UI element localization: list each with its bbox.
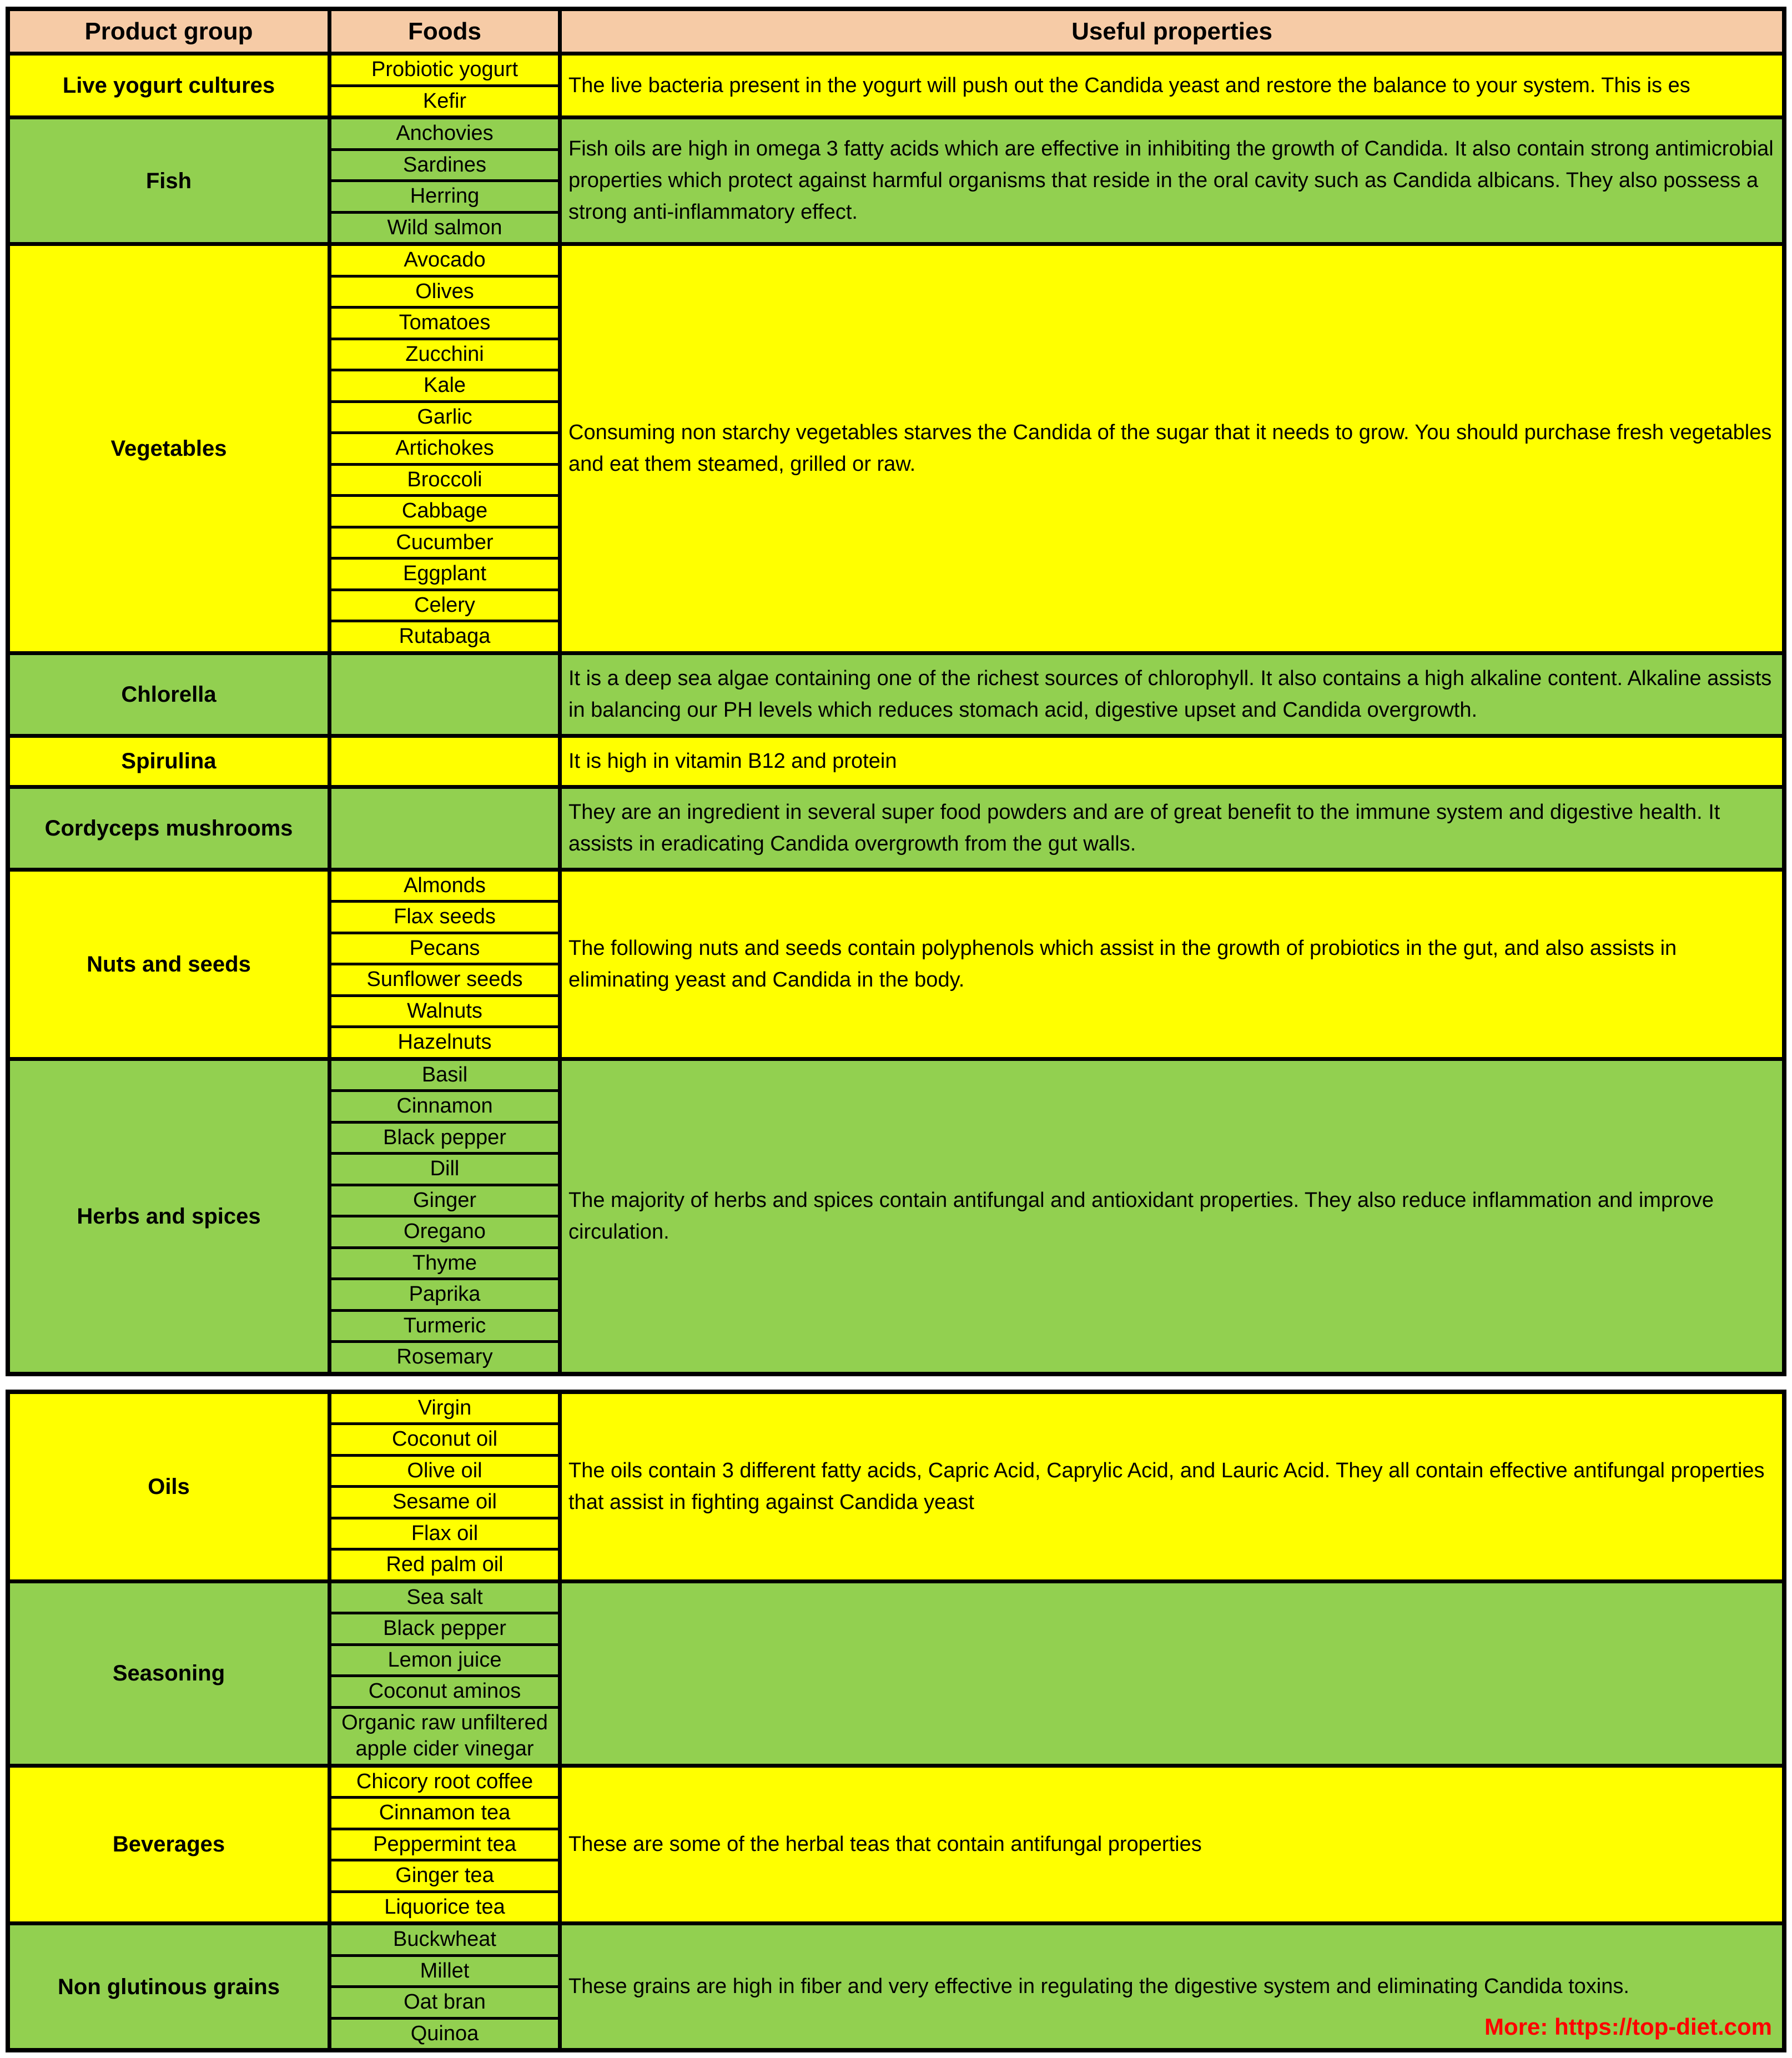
food-item: Zucchini — [331, 338, 558, 369]
product-group-name: Non glutinous grains — [58, 1974, 280, 1999]
food-item: Sea salt — [406, 1585, 483, 1609]
foods-list — [328, 789, 562, 868]
food-item: Rosemary — [331, 1340, 558, 1372]
header-useful-properties: Useful properties — [1071, 17, 1272, 45]
product-group-row — [10, 734, 1782, 785]
food-item: Buckwheat — [393, 1928, 496, 1951]
food-item: Ginger — [331, 1184, 558, 1215]
product-group-name: Spirulina — [121, 749, 217, 773]
food-item: Herring — [331, 179, 558, 211]
food-item: Sesame oil — [331, 1485, 558, 1517]
useful-properties-text: The majority of herbs and spices contain antifungal and antioxidant properties. They also reduce inflammation and improve circulation. — [568, 1188, 1714, 1244]
food-item: Olives — [331, 275, 558, 306]
useful-properties-cell — [562, 1061, 1782, 1372]
useful-properties-cell — [562, 56, 1782, 115]
food-item: Cabbage — [331, 494, 558, 526]
product-group-name: Vegetables — [110, 436, 227, 461]
food-item: Black pepper — [331, 1612, 558, 1643]
product-group-row — [10, 1579, 1782, 1764]
useful-properties-text: These grains are high in fiber and very effective in regulating the digestive system and eliminating Candida toxins. — [568, 1975, 1629, 1998]
food-item: Celery — [331, 588, 558, 620]
foods-list — [328, 1394, 562, 1579]
product-group-name: Herbs and spices — [77, 1204, 261, 1229]
food-item: Flax seeds — [331, 900, 558, 932]
foods-list — [328, 1925, 562, 2048]
food-item: Cucumber — [331, 526, 558, 557]
food-item: Dill — [331, 1152, 558, 1184]
foods-list — [328, 56, 562, 115]
table-body-bottom — [10, 1394, 1782, 2049]
useful-properties-cell — [562, 119, 1782, 242]
food-item: Walnuts — [331, 994, 558, 1026]
useful-properties-cell — [562, 1583, 1782, 1764]
product-group-name: Nuts and seeds — [87, 952, 251, 977]
product-group-name: Fish — [145, 168, 192, 193]
useful-properties-text: The following nuts and seeds contain polyphenols which assist in the growth of probiotics in the gut, and also assists in eliminating yeast and Candida in the body. — [568, 936, 1677, 992]
useful-properties-cell — [562, 1394, 1782, 1579]
product-group-row — [10, 785, 1782, 868]
footer-link[interactable]: More: https://top-diet.com — [1484, 2014, 1772, 2040]
food-item: Thyme — [331, 1246, 558, 1278]
food-item: Basil — [421, 1063, 468, 1086]
food-item: Liquorice tea — [331, 1890, 558, 1922]
food-item: Organic raw unfiltered apple cider vinegar — [331, 1706, 558, 1764]
useful-properties-text: They are an ingredient in several super food powders and are of great benefit to the immune system and digestive health. It assists in eradicating Candida overgrowth from the gut walls. — [568, 800, 1720, 856]
useful-properties-text: These are some of the herbal teas that contain antifungal properties — [568, 1832, 1202, 1856]
product-group-row — [10, 56, 1782, 115]
useful-properties-text: Consuming non starchy vegetables starves the Candida of the sugar that it needs to grow. You should purchase fresh vegetables and eat them steamed, grilled or raw. — [568, 420, 1772, 476]
food-item: Hazelnuts — [331, 1025, 558, 1057]
food-item: Chicory root coffee — [356, 1769, 533, 1793]
food-item: Wild salmon — [331, 211, 558, 243]
table-header-row — [10, 11, 1782, 56]
useful-properties-cell — [562, 1768, 1782, 1922]
food-item: Turmeric — [331, 1309, 558, 1341]
useful-properties-text: The live bacteria present in the yogurt will push out the Candida yeast and restore the balance to your system. This is es — [568, 73, 1690, 97]
foods-list — [328, 738, 562, 785]
useful-properties-text: The oils contain 3 different fatty acids, Capric Acid, Caprylic Acid, and Lauric Acid. They all contain effective antifungal properties that assist in fighting against Candida yeast — [568, 1458, 1765, 1514]
food-item: Quinoa — [331, 2017, 558, 2049]
food-item: Almonds — [404, 873, 486, 897]
product-group-name: Live yogurt cultures — [62, 73, 275, 98]
product-group-name: Chlorella — [121, 682, 217, 707]
useful-properties-text: Fish oils are high in omega 3 fatty acids which are effective in inhibiting the growth of Candida. It also contain strong antimicrobial properties which protect against harmful organisms that reside in the oral cavity such as Candida albicans. They also possess a strong anti-inflammatory effect. — [568, 137, 1774, 224]
food-item: Tomatoes — [331, 306, 558, 338]
useful-properties-cell — [562, 789, 1782, 868]
useful-properties-cell — [562, 246, 1782, 651]
food-item: Sardines — [331, 148, 558, 180]
product-group-name: Seasoning — [112, 1661, 225, 1685]
product-group-name: Beverages — [112, 1832, 225, 1857]
food-item: Kale — [331, 369, 558, 400]
food-item: Anchovies — [396, 122, 494, 145]
food-item: Cinnamon — [331, 1089, 558, 1121]
foods-list — [328, 655, 562, 734]
foods-list — [328, 872, 562, 1057]
food-item: Probiotic yogurt — [371, 58, 518, 81]
foods-list — [328, 246, 562, 651]
product-group-row — [10, 1394, 1782, 1579]
food-item: Pecans — [331, 932, 558, 963]
food-item: Kefir — [331, 84, 558, 116]
food-item: Garlic — [331, 400, 558, 432]
header-product-group: Product group — [84, 17, 253, 45]
useful-properties-text: It is high in vitamin B12 and protein — [568, 749, 897, 773]
product-group-row — [10, 242, 1782, 651]
food-item: Black pepper — [331, 1121, 558, 1153]
useful-properties-cell — [562, 655, 1782, 734]
food-item: Lemon juice — [331, 1643, 558, 1675]
foods-list — [328, 119, 562, 242]
product-group-row — [10, 1057, 1782, 1372]
food-item: Paprika — [331, 1277, 558, 1309]
food-item: Eggplant — [331, 557, 558, 588]
food-item: Oat bran — [331, 1985, 558, 2017]
table-block-top — [6, 7, 1786, 1376]
food-item: Coconut aminos — [331, 1674, 558, 1706]
food-item: Red palm oil — [331, 1548, 558, 1579]
table-body-top — [10, 56, 1782, 1372]
food-item: Coconut oil — [331, 1422, 558, 1454]
useful-properties-cell — [562, 738, 1782, 785]
foods-list — [328, 1061, 562, 1372]
food-item: Millet — [331, 1954, 558, 1986]
food-item: Rutabaga — [331, 620, 558, 651]
food-item: Flax oil — [331, 1517, 558, 1548]
food-item: Sunflower seeds — [331, 963, 558, 994]
product-group-row — [10, 651, 1782, 734]
food-item: Broccoli — [331, 463, 558, 495]
food-item: Peppermint tea — [331, 1828, 558, 1859]
food-item: Olive oil — [331, 1454, 558, 1486]
header-foods: Foods — [328, 11, 562, 52]
product-group-row — [10, 1764, 1782, 1922]
useful-properties-text: It is a deep sea algae containing one of the richest sources of chlorophyll. It also contains a high alkaline content. Alkaline assists in balancing our PH levels which reduces stomach acid, digestive upset and Candida overgrowth. — [568, 666, 1772, 722]
foods-list — [328, 1768, 562, 1922]
food-item: Virgin — [417, 1396, 472, 1420]
product-group-row — [10, 868, 1782, 1057]
food-item: Cinnamon tea — [331, 1796, 558, 1828]
product-group-name: Cordyceps mushrooms — [44, 816, 293, 841]
food-item: Oregano — [331, 1215, 558, 1246]
useful-properties-cell — [562, 872, 1782, 1057]
product-group-row — [10, 115, 1782, 242]
food-item: Artichokes — [331, 431, 558, 463]
food-item: Avocado — [404, 248, 486, 271]
foods-list — [328, 1583, 562, 1764]
table-block-bottom — [6, 1390, 1786, 2053]
product-group-name: Oils — [148, 1474, 190, 1499]
food-item: Ginger tea — [331, 1859, 558, 1890]
